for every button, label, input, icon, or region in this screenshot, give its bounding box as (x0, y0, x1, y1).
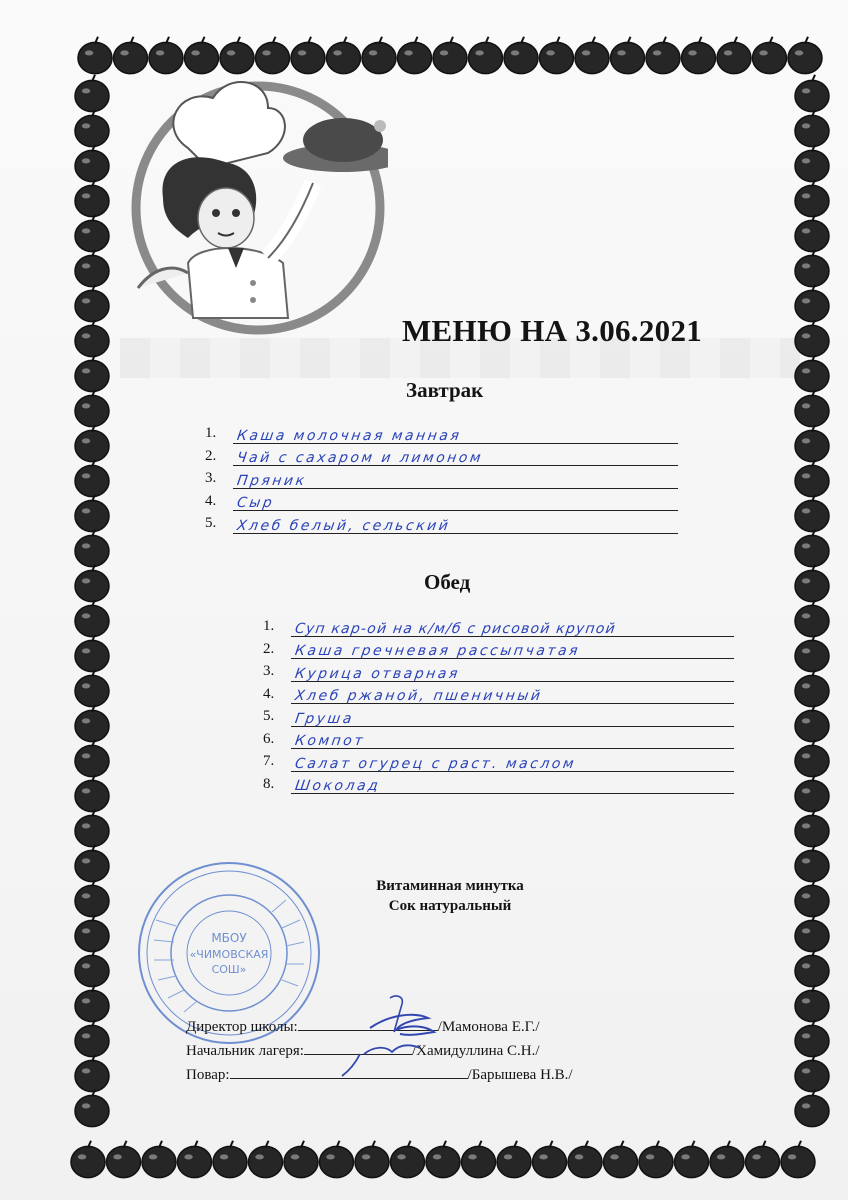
apple-icon (75, 1020, 109, 1057)
apple-icon (75, 390, 109, 427)
apple-icon (75, 810, 109, 847)
apple-icon (75, 1090, 109, 1127)
apple-icon (795, 215, 829, 252)
apple-icon (795, 75, 829, 112)
apple-icon (75, 75, 109, 112)
apple-icon (540, 37, 574, 74)
apple-icon (75, 320, 109, 357)
apple-icon (75, 145, 109, 182)
handwritten-entry: Сыр (235, 495, 276, 511)
list-item: 2. Чай с сахаром и лимоном (205, 448, 678, 471)
apple-icon (469, 37, 503, 74)
stamp-center-line3: СОШ» (211, 963, 247, 976)
handwritten-entry: Хлеб ржаной, пшеничный (293, 688, 544, 704)
apple-icon (462, 1141, 496, 1178)
list-item: 4. Сыр (205, 493, 678, 516)
handwritten-entry: Суп кар-ой на к/м/б с рисовой крупой (293, 620, 618, 637)
apple-icon (355, 1141, 389, 1178)
apple-icon (795, 390, 829, 427)
apple-icon (75, 880, 109, 917)
list-item: 6. Компот (263, 731, 734, 754)
chef-illustration (118, 68, 388, 338)
apple-icon (75, 845, 109, 882)
list-item: 2. Каша гречневая рассыпчатая (263, 641, 734, 664)
apple-icon (75, 530, 109, 567)
apple-icon (795, 495, 829, 532)
apple-icon (795, 320, 829, 357)
handwritten-entry: Каша молочная манная (235, 427, 463, 444)
apple-icon (568, 1141, 602, 1178)
signature-role: Директор школы: (186, 1019, 298, 1035)
apple-icon (398, 37, 432, 74)
apple-icon (795, 250, 829, 287)
apple-icon (795, 705, 829, 742)
apple-icon (75, 1055, 109, 1092)
page-title: МЕНЮ НА 3.06.2021 (402, 313, 703, 348)
handwritten-entry: Курица отварная (293, 665, 461, 682)
apple-icon (320, 1141, 354, 1178)
apple-icon (795, 110, 829, 147)
handwritten-entry: Хлеб белый, сельский (235, 517, 452, 534)
list-item: 7. Салат огурец с раст. маслом (263, 753, 734, 776)
apple-icon (75, 705, 109, 742)
handwritten-entry: Чай с сахаром и лимоном (235, 450, 485, 466)
apple-icon (391, 1141, 425, 1178)
breakfast-heading: Завтрак (406, 378, 484, 402)
apple-icon (75, 915, 109, 952)
apple-icon (795, 1020, 829, 1057)
lunch-list (263, 618, 734, 798)
apple-icon (75, 180, 109, 217)
apple-icon (75, 670, 109, 707)
list-item: 1. Суп кар-ой на к/м/б с рисовой крупой (263, 618, 734, 641)
apple-icon (604, 1141, 638, 1178)
apple-icon (795, 740, 829, 777)
signature-name: /Хамидуллина С.Н./ (411, 1043, 540, 1059)
apple-icon (504, 37, 538, 74)
apple-icon (75, 285, 109, 322)
apple-icon (795, 635, 829, 672)
handwritten-entry: Шоколад (293, 778, 382, 794)
list-item: 3. Пряник (205, 470, 678, 493)
apple-icon (75, 600, 109, 637)
apple-icon (795, 1090, 829, 1127)
apple-icon (675, 1141, 709, 1178)
apple-icon (575, 37, 609, 74)
apple-icon (795, 460, 829, 497)
apple-icon (639, 1141, 673, 1178)
apple-icon (75, 110, 109, 147)
apple-icon (75, 460, 109, 497)
handwritten-entry: Пряник (235, 472, 308, 489)
signature-role: Повар: (186, 1067, 230, 1083)
handwritten-entry: Груша (293, 710, 355, 727)
handwritten-entry: Каша гречневая рассыпчатая (293, 643, 582, 659)
apple-icon (178, 1141, 212, 1178)
apple-icon (213, 1141, 247, 1178)
vitamin-item: Сок натуральный (388, 898, 512, 914)
stamp-center-line2: «ЧИМОВСКАЯ (189, 948, 269, 961)
apple-icon (795, 810, 829, 847)
apple-icon (795, 600, 829, 637)
apple-icon (795, 425, 829, 462)
apple-icon (497, 1141, 531, 1178)
apple-icon (75, 985, 109, 1022)
apple-icon (75, 215, 109, 252)
lunch-heading: Обед (424, 570, 471, 594)
handwritten-entry: Компот (293, 733, 367, 749)
signature-role: Начальник лагеря: (186, 1043, 304, 1059)
handwritten-entry: Салат огурец с раст. маслом (293, 755, 578, 772)
apple-icon (795, 915, 829, 952)
apple-icon (795, 285, 829, 322)
apple-icon (75, 775, 109, 812)
apple-icon (71, 1141, 105, 1178)
apple-icon (795, 355, 829, 392)
apple-icon (795, 180, 829, 217)
apple-icon (142, 1141, 176, 1178)
list-item: 3. Курица отварная (263, 663, 734, 686)
apple-icon (75, 355, 109, 392)
signature-name: /Мамонова Е.Г./ (437, 1019, 540, 1035)
breakfast-list (205, 425, 678, 538)
signature-name: /Барышева Н.В./ (467, 1067, 573, 1083)
apple-icon (646, 37, 680, 74)
apple-icon (284, 1141, 318, 1178)
vitamin-title: Витаминная минутка (376, 878, 524, 894)
list-item: 5. Груша (263, 708, 734, 731)
apple-icon (753, 37, 787, 74)
apple-icon (781, 1141, 815, 1178)
apple-icon (533, 1141, 567, 1178)
apple-icon (795, 985, 829, 1022)
apple-icon (795, 145, 829, 182)
list-item: 5. Хлеб белый, сельский (205, 515, 678, 538)
apple-icon (795, 880, 829, 917)
apple-icon (710, 1141, 744, 1178)
apple-icon (75, 635, 109, 672)
apple-icon (611, 37, 645, 74)
apple-icon (78, 37, 112, 74)
list-item: 8. Шоколад (263, 776, 734, 799)
apple-icon (249, 1141, 283, 1178)
apple-icon (795, 530, 829, 567)
apple-icon (682, 37, 716, 74)
apple-icon (746, 1141, 780, 1178)
stamp-center-line1: МБОУ (211, 931, 247, 945)
apple-icon (426, 1141, 460, 1178)
apple-icon (75, 565, 109, 602)
apple-icon (107, 1141, 141, 1178)
apple-icon (75, 740, 109, 777)
apple-icon (795, 950, 829, 987)
list-item: 1. Каша молочная манная (205, 425, 678, 448)
apple-icon (75, 495, 109, 532)
list-item: 4. Хлеб ржаной, пшеничный (263, 686, 734, 709)
apple-icon (433, 37, 467, 74)
apple-icon (795, 1055, 829, 1092)
apple-icon (795, 670, 829, 707)
apple-icon (717, 37, 751, 74)
apple-icon (795, 845, 829, 882)
apple-icon (75, 250, 109, 287)
apple-icon (795, 775, 829, 812)
handwritten-signatures (330, 984, 480, 1084)
apple-icon (75, 950, 109, 987)
apple-icon (788, 37, 822, 74)
apple-icon (75, 425, 109, 462)
apple-icon (795, 565, 829, 602)
